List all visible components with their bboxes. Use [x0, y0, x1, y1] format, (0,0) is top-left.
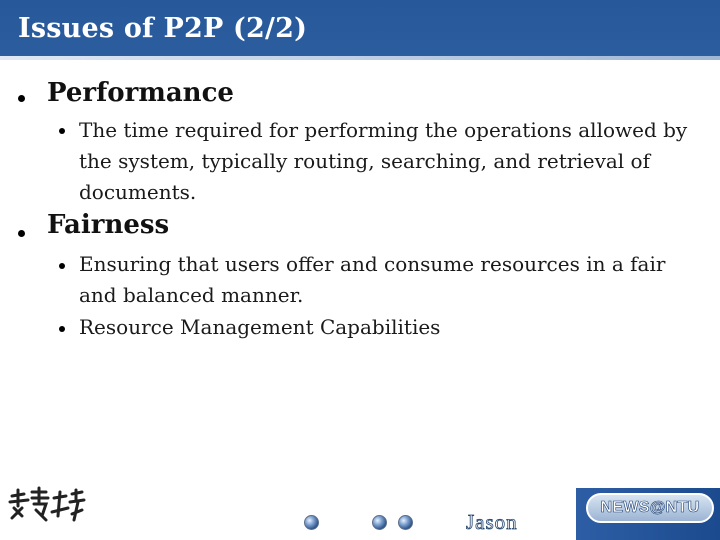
bullet-icon [18, 230, 25, 237]
logo-text: NEWS@NTU [600, 499, 700, 516]
bullet-icon [18, 95, 25, 102]
slide-title: Issues of P2P (2/2) [18, 13, 308, 44]
nav-prev-icon[interactable] [372, 515, 387, 530]
bullet-icon [59, 128, 65, 134]
section-heading-performance: Performance [47, 78, 234, 108]
bullet-icon [59, 263, 65, 269]
list-item: Resource Management Capabilities [79, 315, 441, 339]
nav-next-icon[interactable] [398, 515, 413, 530]
ntu-calligraphy-seal-icon [6, 486, 86, 526]
list-item: The time required for performing the operations allowed by the system, typically routing, searching, and retrieval of documents. [79, 118, 688, 204]
author-name: Jason [466, 510, 518, 534]
section-heading-fairness: Fairness [47, 210, 170, 240]
title-bar [0, 0, 720, 60]
list-item: Ensuring that users offer and consume resources in a fair and balanced manner. [79, 252, 666, 307]
nav-home-icon[interactable] [304, 515, 319, 530]
news-ntu-logo [586, 493, 714, 523]
bullet-icon [59, 326, 65, 332]
